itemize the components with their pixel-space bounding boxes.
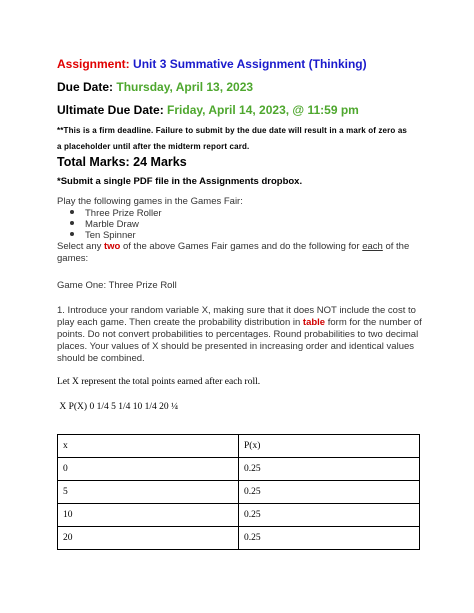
- cell-px: 0.25: [239, 504, 420, 527]
- instruction-line4: places. Your values of X should be presented in increasing order and identical values: [57, 341, 415, 352]
- cell-x: 0: [58, 458, 239, 481]
- select-each: each: [362, 241, 383, 252]
- bullet-icon: [70, 210, 74, 214]
- due-date-label: Due Date:: [57, 80, 114, 94]
- bullet-icon: [70, 221, 74, 225]
- game-one-heading: Game One: Three Prize Roll: [57, 280, 177, 291]
- list-item: [70, 219, 139, 230]
- game-name: Three Prize Roller: [85, 208, 162, 219]
- games-intro: Play the following games in the Games Fair:: [57, 196, 243, 207]
- select-instruction-line2: games:: [57, 253, 89, 264]
- table-row: [58, 504, 420, 527]
- table-row: [58, 481, 420, 504]
- header-px: P(x): [239, 435, 420, 458]
- cell-x: 10: [58, 504, 239, 527]
- table-row: [58, 527, 420, 550]
- due-date-line: [57, 80, 253, 94]
- select-two: two: [104, 241, 121, 252]
- cell-px: 0.25: [239, 481, 420, 504]
- instruction-line5: should be combined.: [57, 353, 145, 364]
- assignment-heading: [57, 57, 367, 71]
- select-instruction-line1: [57, 241, 409, 252]
- deadline-note-line2: a placeholder until after the midterm report card.: [57, 142, 250, 151]
- total-marks: Total Marks: 24 Marks: [57, 155, 187, 169]
- header-x: x: [58, 435, 239, 458]
- instruction-line3: points. Do not convert probabilities to percentages. Round probabilities to two decimal: [57, 329, 419, 340]
- cell-x: 5: [58, 481, 239, 504]
- cell-px: 0.25: [239, 527, 420, 550]
- select-text-post: of the: [382, 241, 410, 252]
- instruction-line1: 1. Introduce your random variable X, making sure that it does NOT include the cost to: [57, 305, 416, 316]
- table-row: [58, 458, 420, 481]
- x-px-inline: X P(X) 0 1/4 5 1/4 10 1/4 20 ¼: [57, 402, 179, 412]
- instruction-line2-post: form for the number of: [325, 317, 422, 328]
- deadline-note-line1: **This is a firm deadline. Failure to submit by the due date will result in a mark of zero as: [57, 126, 408, 135]
- instruction-line2-pre: play each game. Then create the probability distribution in: [57, 317, 303, 328]
- ultimate-due-value: Friday, April 14, 2023, @ 11:59 pm: [167, 103, 359, 117]
- select-text-mid: of the above Games Fair games and do the following for: [120, 241, 363, 252]
- ultimate-due-date-line: [57, 103, 359, 117]
- due-date-value: Thursday, April 13, 2023: [116, 80, 254, 94]
- assignment-label: Assignment:: [57, 57, 130, 71]
- game-name: Marble Draw: [85, 219, 139, 230]
- list-item: [70, 208, 162, 219]
- table-header-row: [58, 435, 420, 458]
- probability-table: [57, 434, 420, 550]
- bullet-icon: [70, 232, 74, 236]
- cell-x: 20: [58, 527, 239, 550]
- select-text-pre: Select any: [57, 241, 104, 252]
- assignment-title: Unit 3 Summative Assignment (Thinking): [133, 57, 367, 71]
- list-item: [70, 230, 136, 241]
- let-x-statement: Let X represent the total points earned after each roll.: [57, 377, 261, 387]
- cell-px: 0.25: [239, 458, 420, 481]
- instruction-line2: [57, 317, 422, 328]
- ultimate-due-label: Ultimate Due Date:: [57, 103, 164, 117]
- instruction-table-word: table: [302, 317, 326, 328]
- submit-note: *Submit a single PDF file in the Assignments dropbox.: [57, 176, 303, 187]
- game-name: Ten Spinner: [85, 230, 136, 241]
